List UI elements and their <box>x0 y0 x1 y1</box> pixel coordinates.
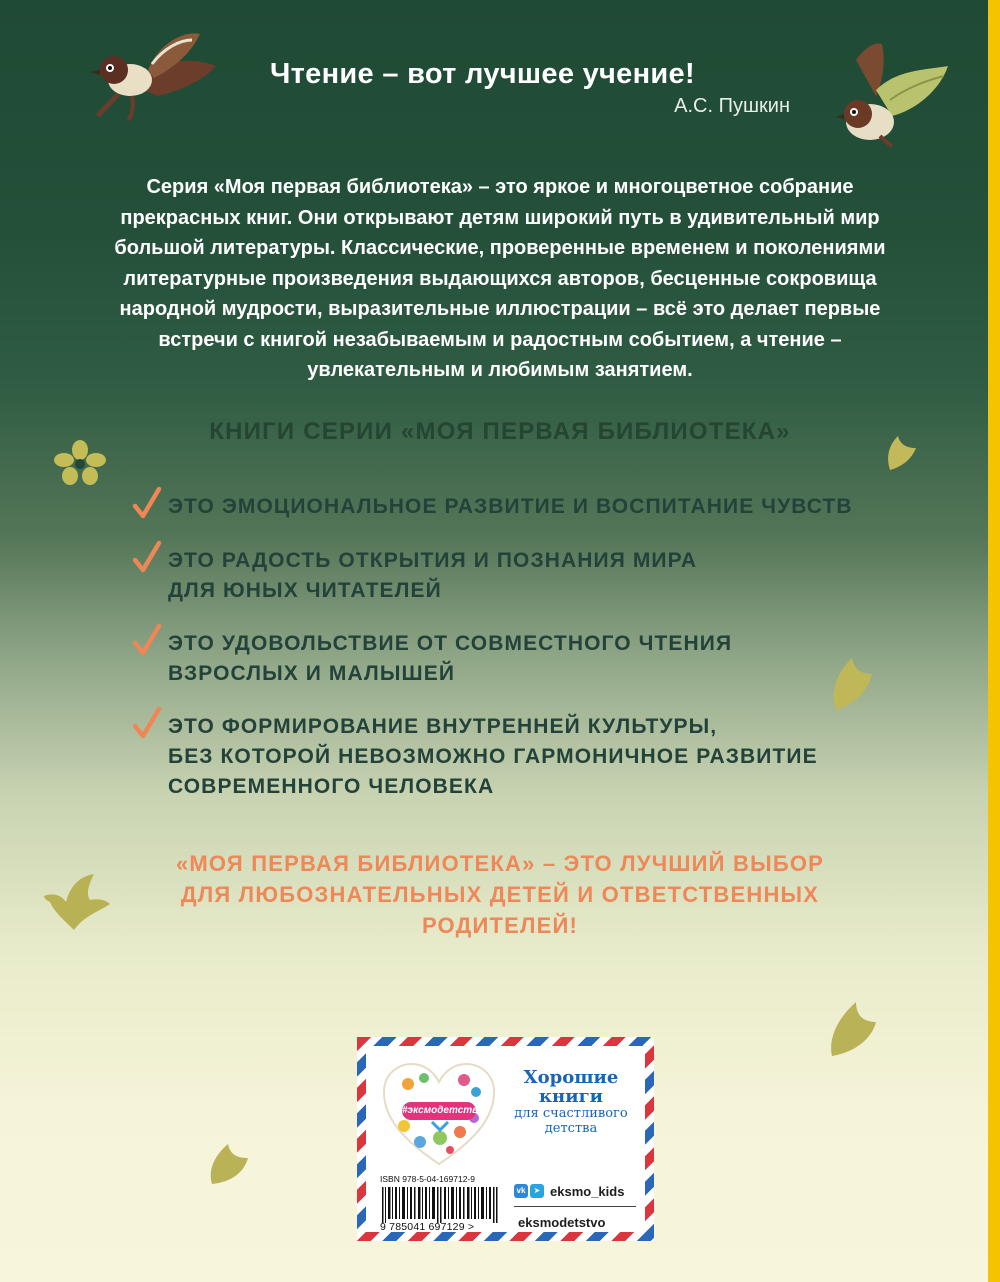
benefit-item <box>132 629 932 689</box>
benefit-line: ЭТО УДОВОЛЬСТВИЕ ОТ СОВМЕСТНОГО ЧТЕНИЯ <box>168 632 733 655</box>
leaf-decoration-icon <box>826 998 880 1060</box>
epigraph <box>270 58 790 118</box>
bird-silhouette-icon <box>40 870 112 936</box>
intro-paragraph: Серия «Моя первая библиотека» – это яркое и многоцветное собрание прекрасных книг. Они открывают детям широкий путь в удивительный мир большой литературы. Классические, проверенные временем и поколениями литературные произведения выдающихся авторов, бесценные сокровища народной мудрости, выразительные иллюстрации – всё это делает первые встречи с книгой незабываемым и радостным событием, а чтение – увлекательным и любимым занятием. <box>114 176 886 381</box>
epigraph-author: А.С. Пушкин <box>674 95 790 117</box>
publisher-box-inner <box>366 1046 645 1232</box>
slogan-line: для счастливого <box>514 1106 628 1121</box>
flower-decoration-icon <box>54 440 106 486</box>
barcode-number: 9 785041 697129 > <box>380 1221 475 1233</box>
divider <box>514 1206 636 1207</box>
benefit-line: ВЗРОСЛЫХ И МАЛЫШЕЙ <box>168 662 456 685</box>
barcode-image <box>380 1187 504 1223</box>
conclusion-line: «МОЯ ПЕРВАЯ БИБЛИОТЕКА» – ЭТО ЛУЧШИЙ ВЫБОР <box>175 851 825 876</box>
vk-icon: vk <box>514 1184 528 1198</box>
sparrow-illustration-right <box>836 40 954 148</box>
yellow-edge-stripe <box>988 0 1000 1282</box>
benefit-item <box>132 492 932 522</box>
sparrow-illustration-left <box>88 24 228 124</box>
check-icon <box>132 540 162 574</box>
epigraph-text: Чтение – вот лучшее учение! <box>270 58 695 90</box>
site-name: eksmodetstvo <box>518 1214 606 1230</box>
series-heading: КНИГИ СЕРИИ «МОЯ ПЕРВАЯ БИБЛИОТЕКА» <box>209 418 791 445</box>
slogan-line: книги <box>539 1086 603 1107</box>
benefit-line: ДЛЯ ЮНЫХ ЧИТАТЕЛЕЙ <box>168 579 442 602</box>
benefit-line: БЕЗ КОТОРОЙ НЕВОЗМОЖНО ГАРМОНИЧНОЕ РАЗВИТИЕ <box>168 745 818 768</box>
social-links <box>514 1180 642 1233</box>
benefit-item <box>132 546 932 606</box>
slogan-line: детства <box>544 1121 598 1136</box>
benefit-item <box>132 712 932 802</box>
heart-logo <box>380 1060 498 1168</box>
hashtag-badge: #эксмодетство <box>402 1102 476 1120</box>
benefit-line: ЭТО ФОРМИРОВАНИЕ ВНУТРЕННЕЙ КУЛЬТУРЫ, <box>168 715 718 738</box>
benefit-line: ЭТО ЭМОЦИОНАЛЬНОЕ РАЗВИТИЕ И ВОСПИТАНИЕ ЧУВСТВ <box>168 495 853 518</box>
slogan-line: Хорошие <box>523 1067 619 1088</box>
leaf-decoration-icon <box>882 430 922 474</box>
leaf-decoration-icon <box>826 652 876 712</box>
conclusion-line: ДЛЯ ЛЮБОЗНАТЕЛЬНЫХ ДЕТЕЙ И ОТВЕТСТВЕННЫХ <box>180 882 820 907</box>
conclusion-line: РОДИТЕЛЕЙ! <box>421 913 579 938</box>
leaf-decoration-icon <box>206 1140 256 1190</box>
benefit-line: ЭТО РАДОСТЬ ОТКРЫТИЯ И ПОЗНАНИЯ МИРА <box>168 549 698 572</box>
check-icon <box>132 623 162 657</box>
publisher-info-box <box>357 1037 654 1241</box>
telegram-icon: ➤ <box>530 1184 544 1198</box>
conclusion <box>130 848 870 941</box>
social-row <box>514 1180 642 1202</box>
site-row <box>514 1211 642 1233</box>
publisher-slogan <box>506 1068 636 1136</box>
isbn-label: ISBN 978-5-04-169712-9 <box>380 1174 475 1184</box>
check-icon <box>132 486 162 520</box>
benefit-line: СОВРЕМЕННОГО ЧЕЛОВЕКА <box>168 775 495 798</box>
social-handle: eksmo_kids <box>550 1183 625 1199</box>
check-icon <box>132 706 162 740</box>
